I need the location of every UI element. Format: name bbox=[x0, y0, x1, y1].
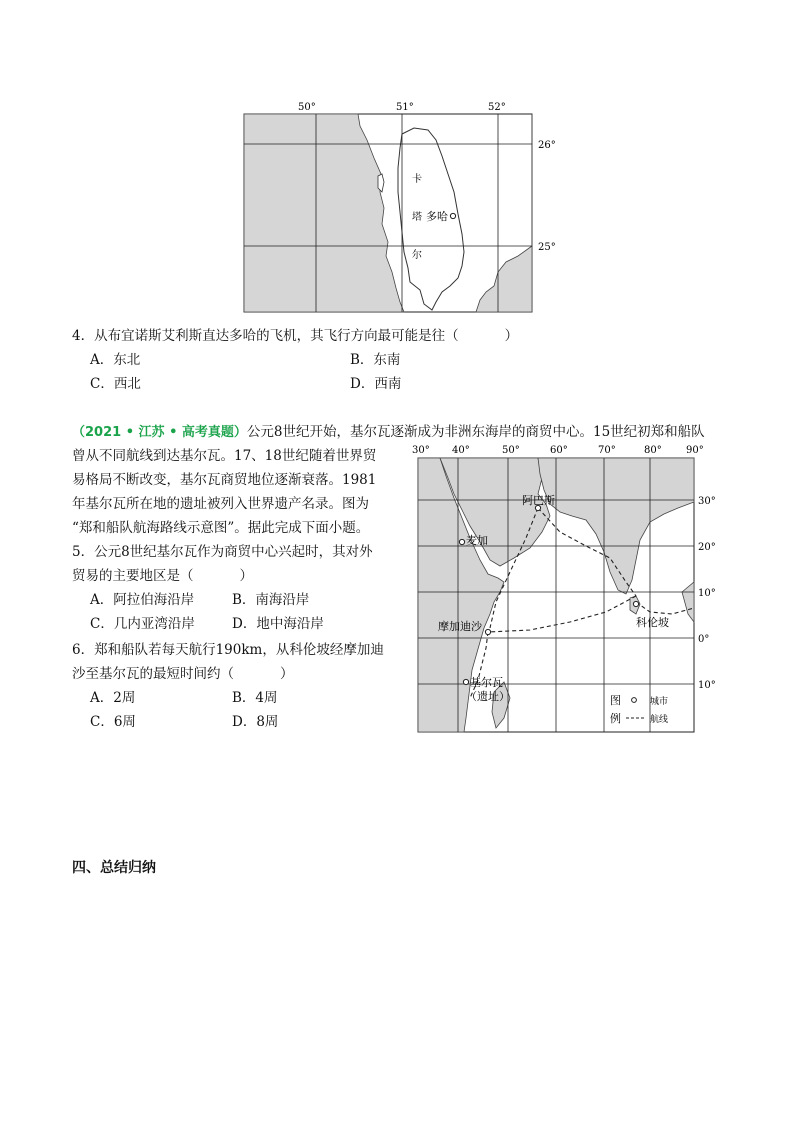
lon-label: 90° bbox=[686, 445, 704, 456]
q6-option[interactable]: B．4周 bbox=[232, 690, 278, 706]
legend-title: 图 bbox=[610, 694, 621, 707]
qatar-label-char: 塔 bbox=[412, 212, 422, 223]
passage-line: 易格局不断改变，基尔瓦商贸地位逐渐衰落。1981 bbox=[72, 472, 377, 488]
lat-label: 20° bbox=[698, 542, 716, 553]
city-label-kilwa: 基尔瓦 bbox=[470, 676, 503, 689]
q4-option[interactable]: D．西南 bbox=[350, 376, 402, 392]
qatar-label-char: 尔 bbox=[412, 250, 422, 261]
city-label-doha: 多哈 bbox=[426, 210, 448, 223]
passage-line: 年基尔瓦所在地的遗址被列入世界遗产名录。图为 bbox=[72, 496, 369, 512]
lat-label: 26° bbox=[538, 140, 556, 151]
passage-line: “郑和船队航海路线示意图”。据此完成下面小题。 bbox=[72, 520, 370, 536]
lon-label: 80° bbox=[644, 445, 662, 456]
q4-option[interactable]: B．东南 bbox=[350, 352, 401, 368]
q5-option[interactable]: B．南海沿岸 bbox=[232, 592, 310, 608]
q4-option[interactable]: A．东北 bbox=[90, 352, 141, 368]
lon-label: 70° bbox=[598, 445, 616, 456]
city-label-abbas: 阿巴斯 bbox=[522, 494, 555, 507]
q5-stem: 5．公元8世纪基尔瓦作为商贸中心兴起时，其对外 bbox=[72, 544, 373, 560]
q5-stem: 贸易的主要地区是（ ） bbox=[72, 568, 253, 584]
city-label-mecca: 麦加 bbox=[466, 534, 488, 547]
legend-city-label: 城市 bbox=[650, 697, 669, 707]
lon-label: 52° bbox=[488, 102, 506, 113]
q6-option[interactable]: D．8周 bbox=[232, 714, 279, 730]
legend-route-label: 航线 bbox=[650, 715, 669, 725]
q6-stem: 沙至基尔瓦的最短时间约（ ） bbox=[72, 666, 294, 682]
zheng-he-route-map bbox=[410, 442, 720, 737]
legend-title: 例 bbox=[610, 712, 621, 725]
city-marker-mogadishu bbox=[485, 629, 490, 634]
lat-label: 0° bbox=[698, 634, 710, 645]
lon-label: 60° bbox=[550, 445, 568, 456]
lon-label: 40° bbox=[452, 445, 470, 456]
city-label-colombo: 科伦坡 bbox=[636, 616, 669, 629]
q6-option[interactable]: C．6周 bbox=[90, 714, 136, 730]
source-tag: （2021 • 江苏 • 高考真题） bbox=[72, 425, 247, 440]
section-heading: 四、总结归纳 bbox=[72, 860, 156, 876]
city-label-kilwa-site: （遗址） bbox=[466, 690, 510, 703]
legend-city-icon bbox=[632, 698, 637, 703]
q6-stem: 6．郑和船队若每天航行190km，从科伦坡经摩加迪 bbox=[72, 642, 384, 658]
city-marker-mecca bbox=[459, 539, 464, 544]
q4-stem: 4．从布宜诺斯艾利斯直达多哈的飞机，其飞行方向最可能是往（ ） bbox=[72, 328, 519, 344]
passage-line: （2021 • 江苏 • 高考真题）公元8世纪开始，基尔瓦逐渐成为非洲东海岸的商贸中心。15世纪初郑和船队 bbox=[72, 424, 705, 440]
lat-label: 25° bbox=[538, 242, 556, 253]
qatar-map bbox=[236, 96, 566, 318]
qatar-label-char: 卡 bbox=[412, 174, 422, 185]
city-marker-kilwa bbox=[463, 679, 468, 684]
lon-label: 50° bbox=[298, 102, 316, 113]
lon-label: 51° bbox=[396, 102, 414, 113]
lat-label: 10° bbox=[698, 588, 716, 599]
passage-line: 曾从不同航线到达基尔瓦。17、18世纪随着世界贸 bbox=[72, 448, 377, 464]
city-label-mogadishu: 摩加迪沙 bbox=[438, 620, 482, 633]
q6-option[interactable]: A．2周 bbox=[90, 690, 136, 706]
city-marker-colombo bbox=[633, 601, 638, 606]
q4-option[interactable]: C．西北 bbox=[90, 376, 141, 392]
lon-label: 50° bbox=[502, 445, 520, 456]
q5-option[interactable]: C．几内亚湾沿岸 bbox=[90, 616, 195, 632]
q5-option[interactable]: A．阿拉伯海沿岸 bbox=[90, 592, 195, 608]
lat-label: 30° bbox=[698, 496, 716, 507]
lon-label: 30° bbox=[412, 445, 430, 456]
city-marker-doha bbox=[450, 213, 455, 218]
lat-label: 10° bbox=[698, 680, 716, 691]
q5-option[interactable]: D．地中海沿岸 bbox=[232, 616, 324, 632]
